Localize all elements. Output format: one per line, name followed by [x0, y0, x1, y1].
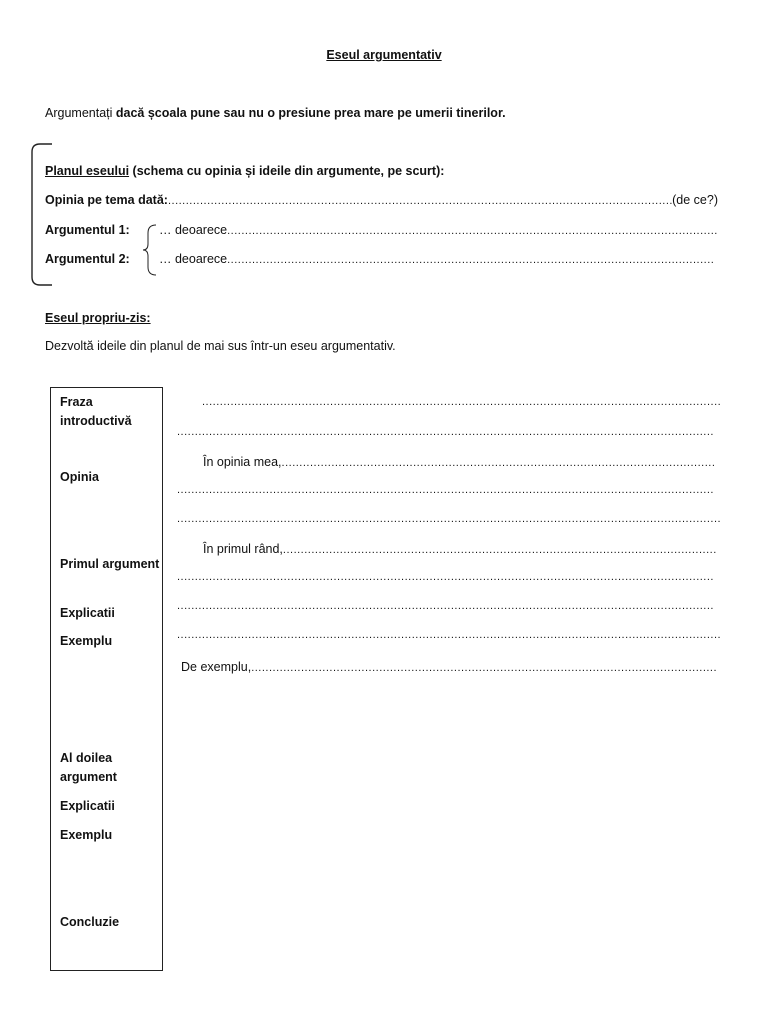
- writing-line-opinion[interactable]: [203, 455, 716, 469]
- label-conclusion: Concluzie: [60, 915, 120, 929]
- writing-line[interactable]: [202, 396, 720, 408]
- example-starter: De exemplu,: [181, 660, 252, 674]
- writing-dots[interactable]: [251, 662, 716, 674]
- writing-dots[interactable]: [202, 396, 720, 408]
- label-arg1: Primul argument: [60, 557, 160, 571]
- plan-heading: [45, 164, 444, 178]
- writing-line[interactable]: [177, 426, 713, 438]
- label-intro: Fraza introductivă: [60, 395, 132, 428]
- writing-dots[interactable]: [177, 600, 713, 612]
- writing-line-first-argument[interactable]: [203, 542, 716, 556]
- arg1-plan-label: Argumentul 1:: [45, 223, 130, 237]
- opinion-plan-dots[interactable]: [168, 195, 672, 207]
- writing-dots[interactable]: [177, 571, 713, 583]
- arg2-plan-line[interactable]: [159, 252, 714, 266]
- writing-dots[interactable]: [177, 426, 713, 438]
- prompt-lead: Argumentați: [45, 106, 116, 120]
- arg2-plan-label: Argumentul 2:: [45, 252, 130, 266]
- arg1-plan-line[interactable]: [159, 223, 718, 237]
- writing-dots[interactable]: [177, 513, 720, 525]
- opinion-starter: În opinia mea,: [203, 455, 282, 469]
- essay-heading: Eseul propriu-zis:: [45, 311, 151, 325]
- writing-line[interactable]: [177, 484, 713, 496]
- writing-line[interactable]: [177, 629, 720, 641]
- label-arg2-example: Exemplu: [60, 828, 113, 842]
- plan-heading-underlined: Planul eseului: [45, 164, 130, 178]
- label-arg1-example: Exemplu: [60, 634, 113, 648]
- plan-heading-rest: (schema cu opinia și ideile din argumente, pe scurt):: [129, 164, 445, 178]
- writing-line[interactable]: [177, 600, 713, 612]
- writing-dots[interactable]: [283, 544, 716, 556]
- arg2-plan-text: … deoarece: [159, 252, 228, 266]
- writing-dots[interactable]: [177, 629, 720, 641]
- prompt-rest: dacă școala pune sau nu o presiune prea mare pe umerii tinerilor.: [115, 106, 506, 120]
- arg1-plan-text: … deoarece: [159, 223, 228, 237]
- writing-line-example[interactable]: [181, 660, 716, 674]
- writing-dots[interactable]: [282, 457, 716, 469]
- writing-line[interactable]: [177, 571, 713, 583]
- page-title: Eseul argumentativ: [326, 48, 442, 62]
- writing-line[interactable]: [177, 513, 720, 525]
- first-argument-starter: În primul rând,: [203, 542, 283, 556]
- arg1-plan-dots[interactable]: [227, 225, 718, 237]
- label-arg2: Al doilea argument: [60, 751, 117, 784]
- opinion-plan-label: Opinia pe tema dată:: [45, 193, 168, 207]
- writing-dots[interactable]: [177, 484, 713, 496]
- arg-brace: [142, 224, 158, 276]
- opinion-plan-suffix: (de ce?): [672, 193, 718, 207]
- label-arg1-explanations: Explicatii: [60, 606, 115, 620]
- label-arg2-explanations: Explicatii: [60, 799, 115, 813]
- prompt-text: [45, 106, 506, 120]
- label-opinion: Opinia: [60, 470, 99, 484]
- opinion-plan-line[interactable]: [45, 193, 718, 207]
- essay-instruction: Dezvoltă ideile din planul de mai sus într-un eseu argumentativ.: [45, 339, 396, 353]
- arg2-plan-dots[interactable]: [227, 254, 714, 266]
